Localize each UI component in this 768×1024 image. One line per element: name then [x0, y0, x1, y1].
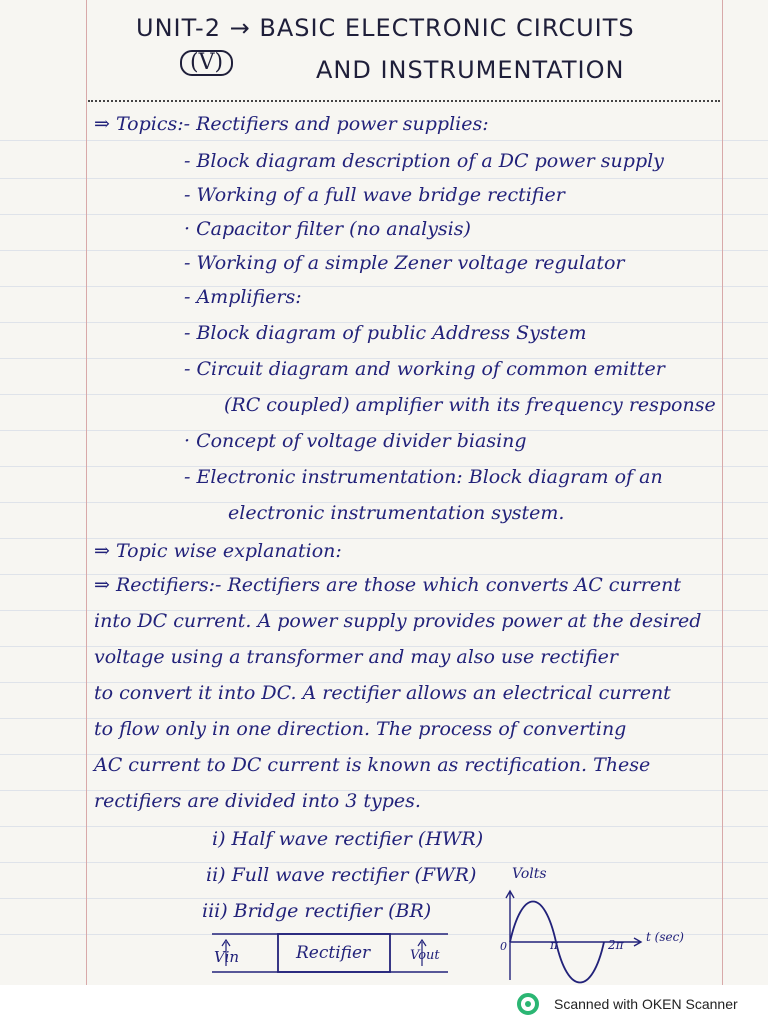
time-axis-label: t (sec)	[646, 930, 684, 944]
rectifier-type-item: ii) Full wave rectifier (FWR)	[206, 864, 477, 886]
explanation-line: AC current to DC current is known as rectification. These	[94, 754, 651, 776]
topic-item: - Block diagram of public Address System	[184, 322, 587, 344]
explanation-line: into DC current. A power supply provides power at the desired	[94, 610, 702, 632]
topic-item: - Amplifiers:	[184, 286, 302, 308]
explanation-line: rectifiers are divided into 3 types.	[94, 790, 421, 812]
explanation-line: ⇒ Rectifiers:- Rectifiers are those which converts AC current	[94, 574, 681, 596]
volts-axis-label: Volts	[512, 866, 547, 882]
origin-label: 0	[500, 940, 507, 953]
page-title-line2: AND INSTRUMENTATION	[316, 56, 625, 84]
scanner-footer	[0, 985, 768, 1024]
topic-item: - Working of a full wave bridge rectifier	[184, 184, 565, 206]
vout-label: Vout	[410, 948, 440, 963]
explanation-line: to flow only in one direction. The process of converting	[94, 718, 627, 740]
header-separator	[88, 100, 720, 102]
rectifier-box-label: Rectifier	[296, 943, 371, 963]
left-margin-line	[86, 0, 87, 985]
topic-item: · Concept of voltage divider biasing	[184, 430, 527, 452]
page-title-line1: UNIT-2 → BASIC ELECTRONIC CIRCUITS	[136, 14, 635, 42]
unit-roman-numeral: (V)	[180, 50, 233, 76]
topic-item: electronic instrumentation system.	[228, 502, 565, 524]
right-margin-line	[722, 0, 723, 985]
rectifier-type-item: iii) Bridge rectifier (BR)	[202, 900, 432, 922]
topic-item: - Electronic instrumentation: Block diagram of an	[184, 466, 663, 488]
explanation-heading: ⇒ Topic wise explanation:	[94, 540, 342, 562]
scanner-watermark-text: Scanned with OKEN Scanner	[554, 996, 738, 1012]
pi-label: π	[550, 938, 558, 952]
topic-item: - Block diagram description of a DC power supply	[184, 150, 664, 172]
topic-item: - Working of a simple Zener voltage regulator	[184, 252, 625, 274]
topic-item: - Circuit diagram and working of common emitter	[184, 358, 665, 380]
topics-heading: ⇒ Topics:- Rectifiers and power supplies:	[94, 113, 489, 135]
rectifier-type-item: i) Half wave rectifier (HWR)	[212, 828, 484, 850]
scanner-logo-icon	[517, 993, 539, 1015]
vin-label: Vin	[214, 948, 240, 966]
explanation-line: to convert it into DC. A rectifier allows an electrical current	[94, 682, 671, 704]
topic-item: · Capacitor filter (no analysis)	[184, 218, 471, 240]
two-pi-label: 2π	[608, 938, 624, 952]
explanation-line: voltage using a transformer and may also use rectifier	[94, 646, 618, 668]
topic-item: (RC coupled) amplifier with its frequency response	[224, 394, 716, 416]
